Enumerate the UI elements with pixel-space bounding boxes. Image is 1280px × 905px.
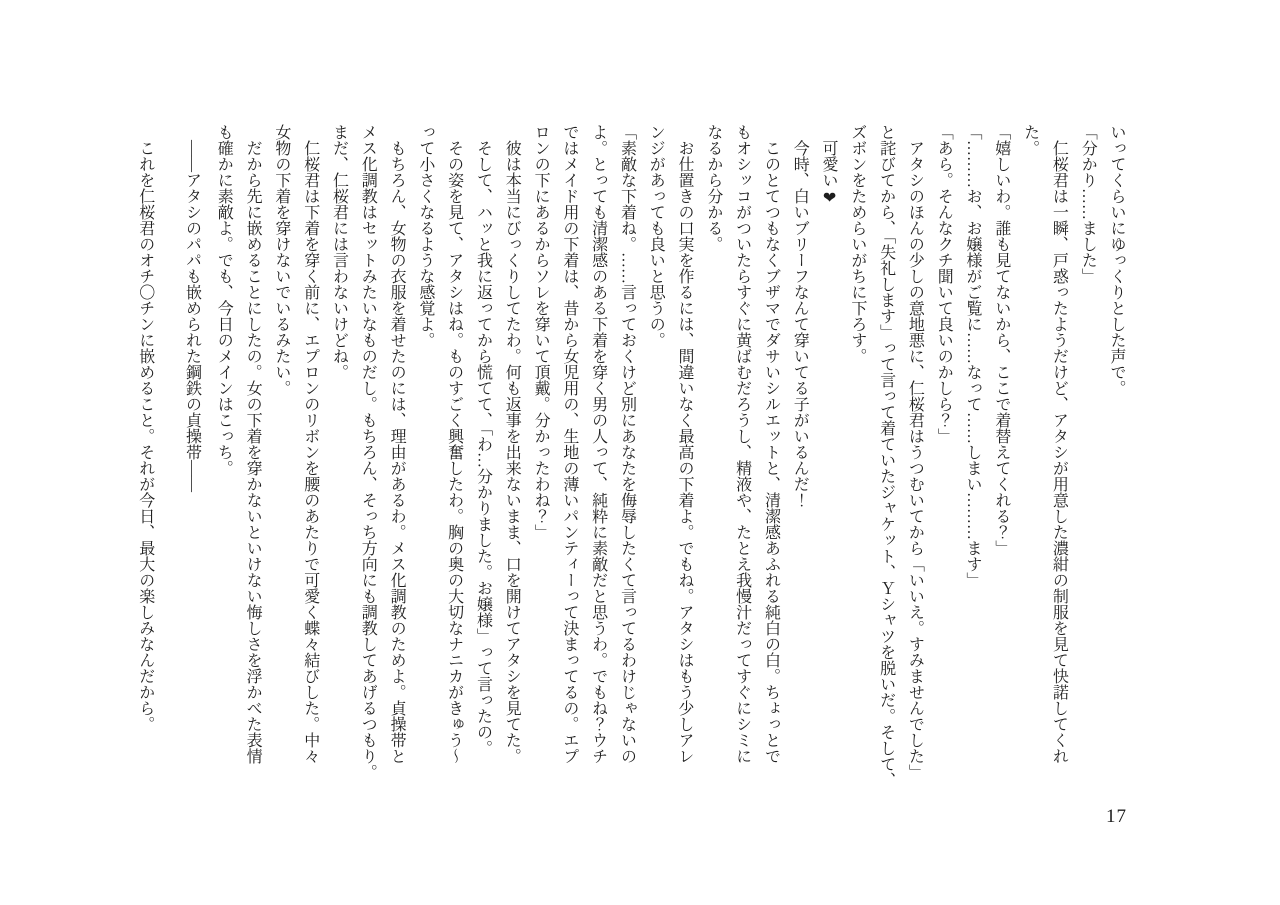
text-line: 彼は本当にびっくりしてたわ。何も返事を出来ないまま、口を開けてアタシを見てた。 [503, 140, 521, 764]
text-line: よ。とっても清潔感のある下着を穿く男の人って、純粋に素敵だと思うわ。でもね？ウチ [589, 124, 607, 764]
text-line: た。 [1021, 124, 1039, 156]
text-line: 仁桜君は一瞬、戸惑ったようだけど、アタシが用意した濃紺の制服を見て快諾してくれ [1050, 140, 1068, 764]
text-line: ンジがあっても良いと思うの。 [647, 124, 665, 348]
text-line: このとてつもなくブザマでダサいシルエットと、清潔感あふれる純白の白。ちょっとで [762, 140, 780, 764]
text-line: その姿を見て、アタシはね。ものすごく興奮したわ。胸の奥の大切なナニカがきゅう～ [445, 140, 463, 764]
text-line: これを仁桜君のオチ〇チンに嵌めること。それが今日、最大の楽しみなんだから。 [136, 140, 154, 732]
text-line: 「素敵な下着ね。……言っておくけど別にあなたを侮辱したくて言ってるわけじゃないの [618, 124, 636, 764]
text-line: そして、ハッと我に返ってから慌てて、「わ…分かりました。お嬢様」って言ったの。 [474, 140, 492, 756]
text-line: なるから分かる。 [704, 124, 722, 252]
text-line: って小さくなるような感覚よ。 [416, 124, 434, 348]
text-line: もオシッコがついたらすぐに黄ばむだろうし、精液や、たとえ我慢汁だってすぐにシミに [733, 124, 751, 764]
text-line: 「………お、お嬢様がご覧に……なって……しまい………ます」 [964, 124, 982, 588]
text-line: 「分かり……ました」 [1079, 124, 1097, 284]
text-line: と詫びてから、「失礼します」って言って着ていたジャケット、Ｙシャツを脱いだ。そして、 [877, 124, 895, 788]
text-line: ズボンをためらいがちに下ろす。 [848, 124, 866, 364]
text-line: ではメイド用の下着は、昔から女児用の、生地の薄いパンティーって決まってるの。エプ [560, 124, 578, 764]
text-line: いってくらいにゆっくりとした声で。 [1108, 124, 1125, 396]
text-line: 「あら。そんなクチ聞いて良いのかしら？」 [935, 124, 953, 444]
text-line: アタシのほんの少しの意地悪に、仁桜君はうつむいてから「いいえ。すみませんでした」 [906, 140, 924, 780]
text-line: ロンの下にあるからソレを穿いて頂戴。分かったわね？」 [532, 124, 550, 540]
text-line: 女物の下着を穿けないでいるみたい。 [272, 124, 290, 396]
vertical-text-block [130, 124, 1130, 802]
text-line: 可愛い❤ [820, 140, 838, 207]
text-line: お仕置きの口実を作るには、間違いなく最高の下着よ。でもね。アタシはもう少しアレ [676, 140, 694, 764]
text-line: まだ、仁桜君には言わないけどね。 [330, 124, 348, 380]
text-line: 「嬉しいわ。誰も見てないから、ここで着替えてくれる？」 [992, 124, 1010, 556]
text-line: 今時、白いブリーフなんて穿いてる子がいるんだ！ [791, 140, 809, 508]
text-line: 仁桜君は下着を穿く前に、エプロンのリボンを腰のあたりで可愛く蝶々結びした。中々 [301, 140, 319, 764]
text-line: だから先に嵌めることにしたの。女の下着を穿かないといけない悔しさを浮かべた表情 [244, 140, 262, 764]
page-number: 17 [1106, 806, 1127, 827]
text-line: も確かに素敵よ。でも、今日のメインはこっち。 [215, 124, 233, 476]
text-line: ――アタシのパパも嵌められた鋼鉄の貞操帯―― [183, 140, 201, 492]
text-line: もちろん、女物の衣服を着せたのには、理由があるわ。メス化調教のためよ。貞操帯と [388, 140, 406, 764]
text-line: メス化調教はセットみたいなものだし。もちろん、そっち方向にも調教してあげるつもり。 [359, 124, 377, 780]
